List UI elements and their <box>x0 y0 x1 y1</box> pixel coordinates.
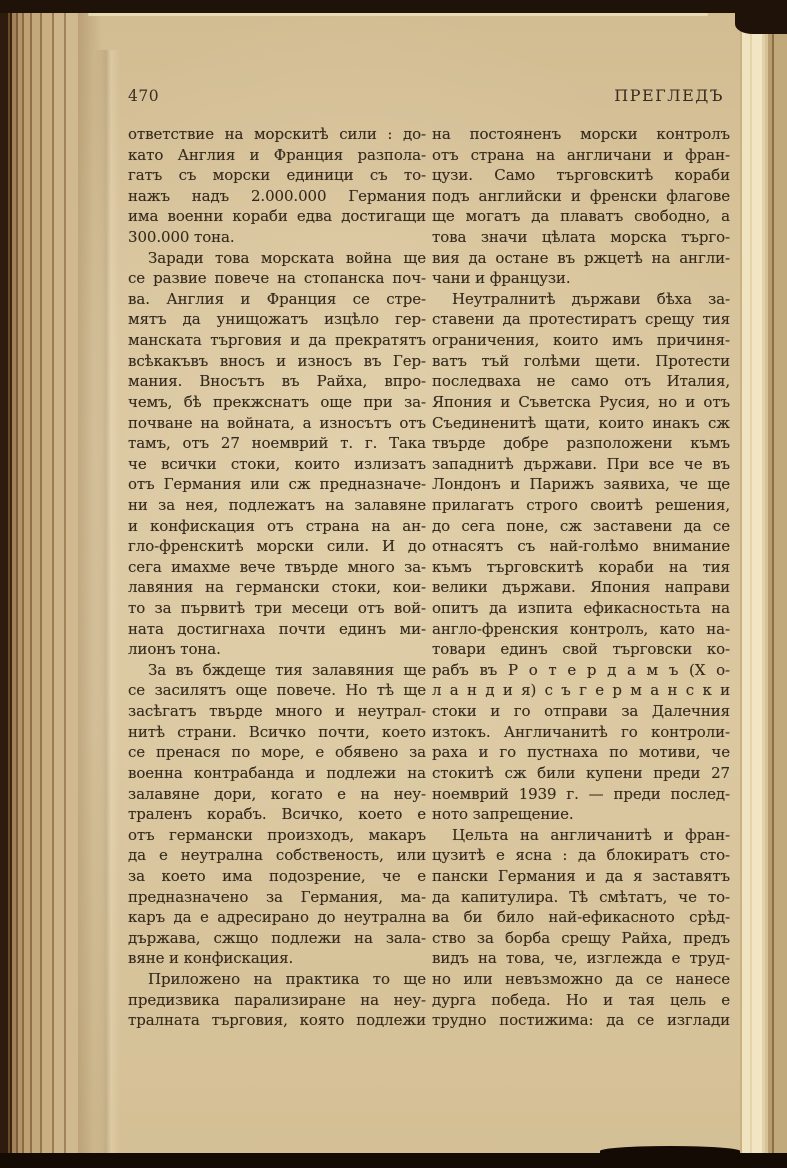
text-line: но или невъзможно да се нанесе <box>432 969 730 988</box>
text-line: се засилятъ още повече. Но тѣ ще <box>128 681 426 700</box>
text-line: последваха не само отъ Италия, <box>432 372 730 391</box>
text-line: ва. Англия и Франция се стре- <box>128 289 426 308</box>
journal-title: ПРЕГЛЕДЪ <box>614 86 724 105</box>
page-top-edge-highlight <box>88 13 708 16</box>
text-line: вяне и конфискация. <box>128 949 294 968</box>
text-line: гло-френскитѣ морски сили. И до <box>128 537 426 556</box>
text-column-right <box>432 124 730 1031</box>
text-line: траленъ корабъ. Всичко, което е <box>128 805 426 824</box>
text-line: мятъ да унищожатъ изцѣло гер- <box>128 310 426 329</box>
paragraph <box>432 289 730 825</box>
text-line: ва би било най-ефикасното срѣд- <box>432 908 730 927</box>
page-fold-crease <box>94 50 120 1168</box>
text-line: трудно постижима: да се изглади <box>432 1011 730 1030</box>
text-line: опитъ да изпита ефикасностьта на <box>432 599 730 618</box>
text-line: ватъ тъй голѣми щети. Протести <box>432 351 730 370</box>
text-line: твърде добре разположени къмъ <box>432 434 730 453</box>
text-line: раха и го пустнаха по мотиви, че <box>432 743 730 762</box>
text-line: отъ германски произходъ, макаръ <box>128 825 426 844</box>
text-line: ната достигнаха почти единъ ми- <box>128 619 426 638</box>
text-line: гатъ съ морски единици съ то- <box>128 166 426 185</box>
paragraph <box>128 660 426 969</box>
paragraph <box>128 248 426 660</box>
text-line: ни за нея, подлежатъ на залавяне <box>128 495 426 514</box>
text-line: изтокъ. Англичанитѣ го контроли- <box>432 722 730 741</box>
text-line: рабъ въ Р о т е р д а м ъ (Х о- <box>432 660 730 679</box>
text-line: мания. Вносътъ въ Райха, впро- <box>128 372 426 391</box>
text-line: Приложено на практика то ще <box>148 969 426 988</box>
paragraph <box>128 124 426 248</box>
text-line: лионъ тона. <box>128 640 221 659</box>
text-line: засѣгатъ твърде много и неутрал- <box>128 702 426 721</box>
text-line: ното запрещение. <box>432 805 574 824</box>
page-stack-right-edge <box>740 30 772 1154</box>
text-line: всѣкакъвъ вносъ и износъ въ Гер- <box>128 351 426 370</box>
text-line: л а н д и я) с ъ г е р м а н с к и <box>432 681 730 700</box>
text-line: предизвика парализиране на неу- <box>128 990 426 1009</box>
text-line: за което има подозрение, че е <box>128 866 426 885</box>
text-line: товари единъ свой търговски ко- <box>432 640 730 659</box>
text-line: тамъ, отъ 27 ноемврий т. г. Така <box>128 434 426 453</box>
text-line: има военни кораби едва достигащи <box>128 207 426 226</box>
text-line: отнасятъ съ най-голѣмо внимание <box>432 537 730 556</box>
page-stack-left-edge <box>0 0 78 1168</box>
text-line: предназначено за Германия, ма- <box>128 887 426 906</box>
text-line: дурга победа. Но и тая цель е <box>432 990 730 1009</box>
text-line: стоки и го отправи за Далечния <box>432 702 730 721</box>
text-line: отъ страна на англичани и фран- <box>432 145 730 164</box>
text-line: ограничения, които имъ причиня- <box>432 331 730 350</box>
text-line: отъ Германия или сж предназначе- <box>128 475 426 494</box>
text-line: военна контрабанда и подлежи на <box>128 763 426 782</box>
text-line: манската търговия и да прекратятъ <box>128 331 426 350</box>
text-line: Неутралнитѣ държави бѣха за- <box>452 289 730 308</box>
text-line: чемъ, бѣ прекжснатъ още при за- <box>128 392 426 411</box>
text-line: ответствие на морскитѣ сили : до- <box>128 125 426 143</box>
text-column-left <box>128 124 426 1031</box>
text-line: то за първитѣ три месеци отъ вой- <box>128 599 426 618</box>
text-line: каръ да е адресирано до неутрална <box>128 908 426 927</box>
cover-band-bottom <box>0 1153 787 1168</box>
cover-band-top-right <box>735 0 787 34</box>
text-line: видъ на това, че, изглежда е труд- <box>432 949 730 968</box>
text-line: ство за борба срещу Райха, предъ <box>432 928 730 947</box>
text-line: сега имахме вече твърде много за- <box>128 557 426 576</box>
text-line: на постояненъ морски контролъ <box>432 125 730 143</box>
text-line: до сега поне, сж заставени да се <box>432 516 730 535</box>
text-line: и конфискация отъ страна на ан- <box>128 516 426 535</box>
text-line: вия да остане въ ржцетѣ на англи- <box>432 248 730 267</box>
text-line: къмъ търговскитѣ кораби на тия <box>432 557 730 576</box>
text-line: Япония и Съветска Русия, но и отъ <box>432 392 730 411</box>
text-line: цузитѣ е ясна : да блокиратъ сто- <box>432 846 730 865</box>
text-line: залавяне дори, когато е на неу- <box>128 784 426 803</box>
text-line: ставени да протестиратъ срещу тия <box>432 310 730 329</box>
text-line: като Англия и Франция разпола- <box>128 145 426 164</box>
paragraph <box>432 825 730 1031</box>
text-line: се пренася по море, е обявено за <box>128 743 426 762</box>
text-line: държава, сжщо подлежи на зала- <box>128 928 426 947</box>
text-line: ноемврий 1939 г. — преди послед- <box>432 784 730 803</box>
text-line: цузи. Само търговскитѣ кораби <box>432 166 730 185</box>
page-header <box>128 86 724 105</box>
text-line: Лондонъ и Парижъ заявиха, че ще <box>432 475 730 494</box>
text-line: 300.000 тона. <box>128 228 235 247</box>
text-line: Съединенитѣ щати, които инакъ сж <box>432 413 730 432</box>
text-line: да капитулира. Тѣ смѣтатъ, че то- <box>432 887 730 906</box>
page-number: 470 <box>128 87 160 105</box>
text-line: чани и французи. <box>432 269 571 288</box>
text-line: лавяния на германски стоки, кои- <box>128 578 426 597</box>
text-line: че всички стоки, които излизатъ <box>128 454 426 473</box>
text-line: това значи цѣлата морска търго- <box>432 228 730 247</box>
text-line: велики държави. Япония направи <box>432 578 730 597</box>
text-line: нитѣ страни. Всичко почти, което <box>128 722 426 741</box>
text-line: пански Германия и да я заставятъ <box>432 866 730 885</box>
text-line: За въ бждеще тия залавяния ще <box>148 660 426 679</box>
text-line: почване на войната, а износътъ отъ <box>128 413 426 432</box>
text-line: да е неутрална собственость, или <box>128 846 426 865</box>
text-line: ще могатъ да плаватъ свободно, а <box>432 207 730 226</box>
text-line: подъ английски и френски флагове <box>432 186 730 205</box>
text-line: тралната търговия, която подлежи <box>128 1011 426 1030</box>
book-cover-right-edge <box>772 0 787 1168</box>
text-line: Цельта на англичанитѣ и фран- <box>452 825 730 844</box>
text-line: се развие повече на стопанска поч- <box>128 269 426 288</box>
text-line: Заради това морската война ще <box>148 248 426 267</box>
text-line: стокитѣ сж били купени преди 27 <box>432 763 730 782</box>
text-line: англо-френския контролъ, като на- <box>432 619 730 638</box>
paragraph <box>432 124 730 289</box>
cover-band-top <box>0 0 787 13</box>
text-line: западнитѣ държави. При все че въ <box>432 454 730 473</box>
text-line: нажъ надъ 2.000.000 Германия <box>128 186 426 205</box>
text-line: прилагатъ строго своитѣ решения, <box>432 495 730 514</box>
paragraph <box>128 969 426 1031</box>
